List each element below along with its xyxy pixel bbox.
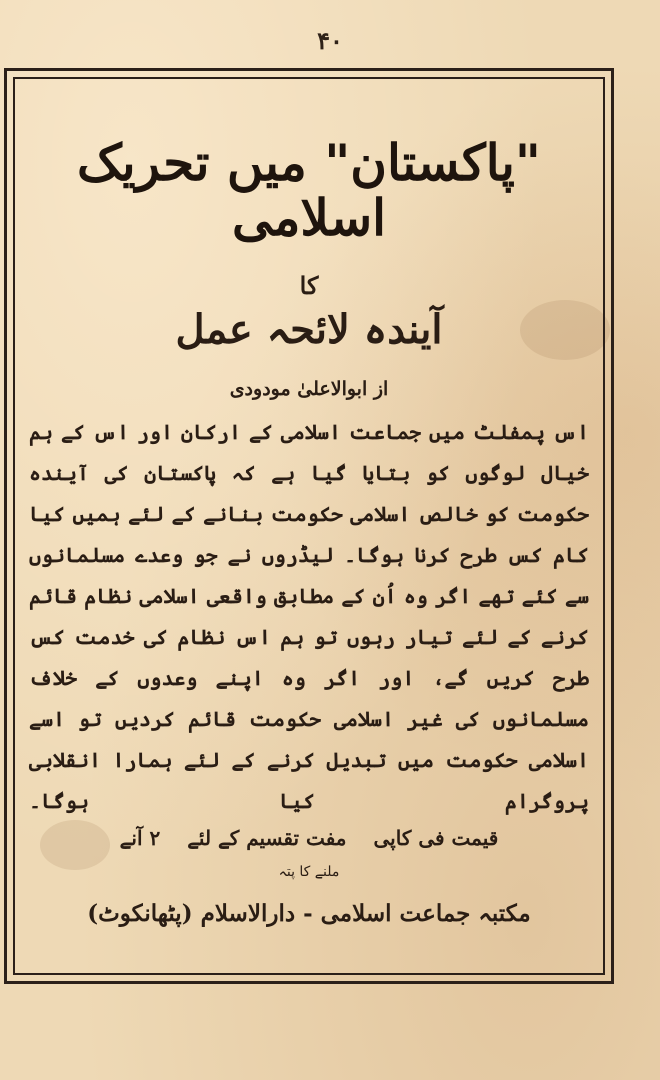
publisher-line: مکتبہ جماعت اسلامی - دارالاسلام (پٹھانکوٹ) [87, 900, 531, 927]
page-content [29, 71, 589, 981]
page-number: ۴۰ [317, 26, 343, 55]
price-amount: ۲ آنے [119, 826, 161, 850]
document-subtitle: آیندہ لائحہ عمل [175, 306, 443, 353]
price-label: قیمت فی کاپی [373, 826, 499, 850]
decorative-border [4, 68, 614, 984]
price-line [29, 826, 589, 850]
author-line: از ابوالاعلیٰ مودودی [229, 378, 389, 400]
price-distribution: مفت تقسیم کے لئے [187, 826, 347, 850]
address-label: ملنے کا پتہ [278, 864, 340, 880]
document-title: "پاکستان" میں تحریک اسلامی [77, 133, 541, 247]
title-connector: کا [299, 271, 319, 300]
body-paragraph: اس پمفلٹ میں جماعت اسلامی کے ارکان اور اس کے ہم خیال لوگوں کو بتایا گیا ہے کہ پاکستان کی آیندہ حکومت کو خالص اسلامی حکومت بنانے کے لئے ہمیں کیا کام کس طرح کرنا ہوگا۔ لیڈروں نے جو وعدے مسلمانوں سے کئے تھے اگر وہ اُن کے مطابق واقعی اسلامی نظام قائم کرنے کے لئے تیار رہوں تو ہم اس نظام کی خدمت کس طرح کریں گے، اور اگر وہ اپنے وعدوں کے خلاف مسلمانوں کی غیر اسلامی حکومت قائم کردیں تو اسے اسلامی حکومت میں تبدیل کرنے کے لئے ہمارا انقلابی پروگرام کیا ہوگا۔ [29, 420, 589, 813]
